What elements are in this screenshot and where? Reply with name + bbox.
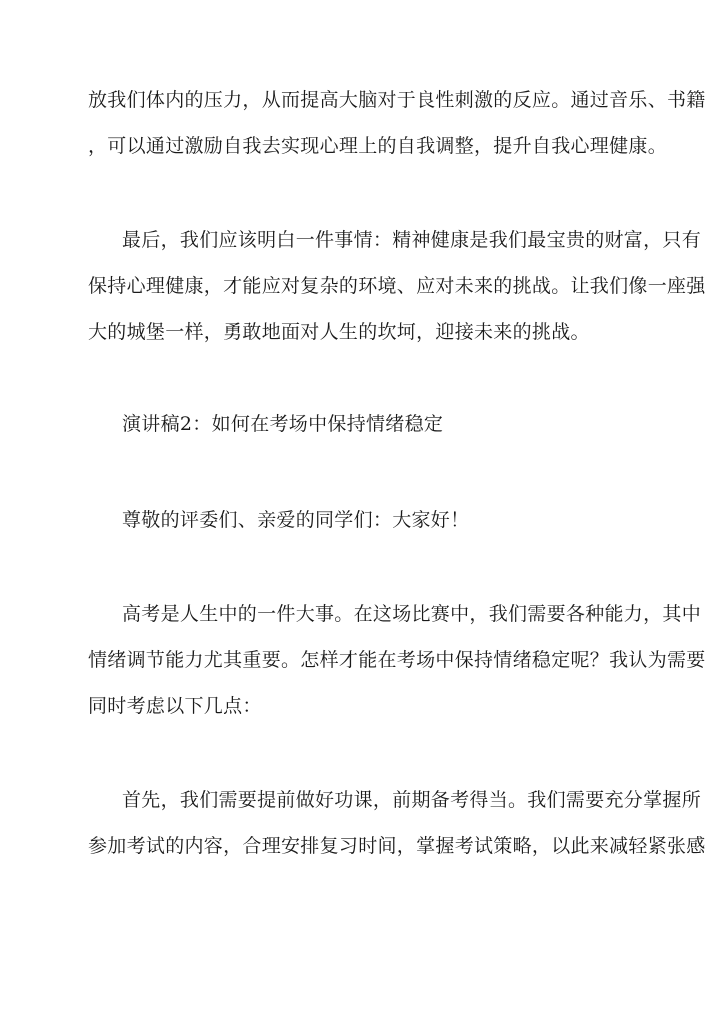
paragraph-line: 首先，我们需要提前做好功课，前期备考得当。我们需要充分掌握所 xyxy=(122,789,702,811)
greeting-line: 尊敬的评委们、亲爱的同学们：大家好！ xyxy=(122,509,470,531)
section-heading: 演讲稿2：如何在考场中保持情绪稳定 xyxy=(122,413,444,435)
paragraph-line: 情绪调节能力尤其重要。怎样才能在考场中保持情绪稳定呢？我认为需要 xyxy=(88,649,706,671)
paragraph-line: 参加考试的内容，合理安排复习时间，掌握考试策略，以此来减轻紧张感 xyxy=(88,835,706,857)
paragraph-line: 高考是人生中的一件大事。在这场比赛中，我们需要各种能力，其中 xyxy=(122,603,702,625)
paragraph-line: 保持心理健康，才能应对复杂的环境、应对未来的挑战。让我们像一座强 xyxy=(88,275,706,297)
paragraph-line: 大的城堡一样，勇敢地面对人生的坎坷，迎接未来的挑战。 xyxy=(88,321,590,343)
paragraph-line: 最后，我们应该明白一件事情：精神健康是我们最宝贵的财富，只有 xyxy=(122,229,702,251)
paragraph-line: 同时考虑以下几点： xyxy=(88,695,262,717)
paragraph-line: ，可以通过激励自我去实现心理上的自我调整，提升自我心理健康。 xyxy=(88,135,668,157)
paragraph-line: 放我们体内的压力，从而提高大脑对于良性刺激的反应。通过音乐、书籍 xyxy=(88,89,706,111)
